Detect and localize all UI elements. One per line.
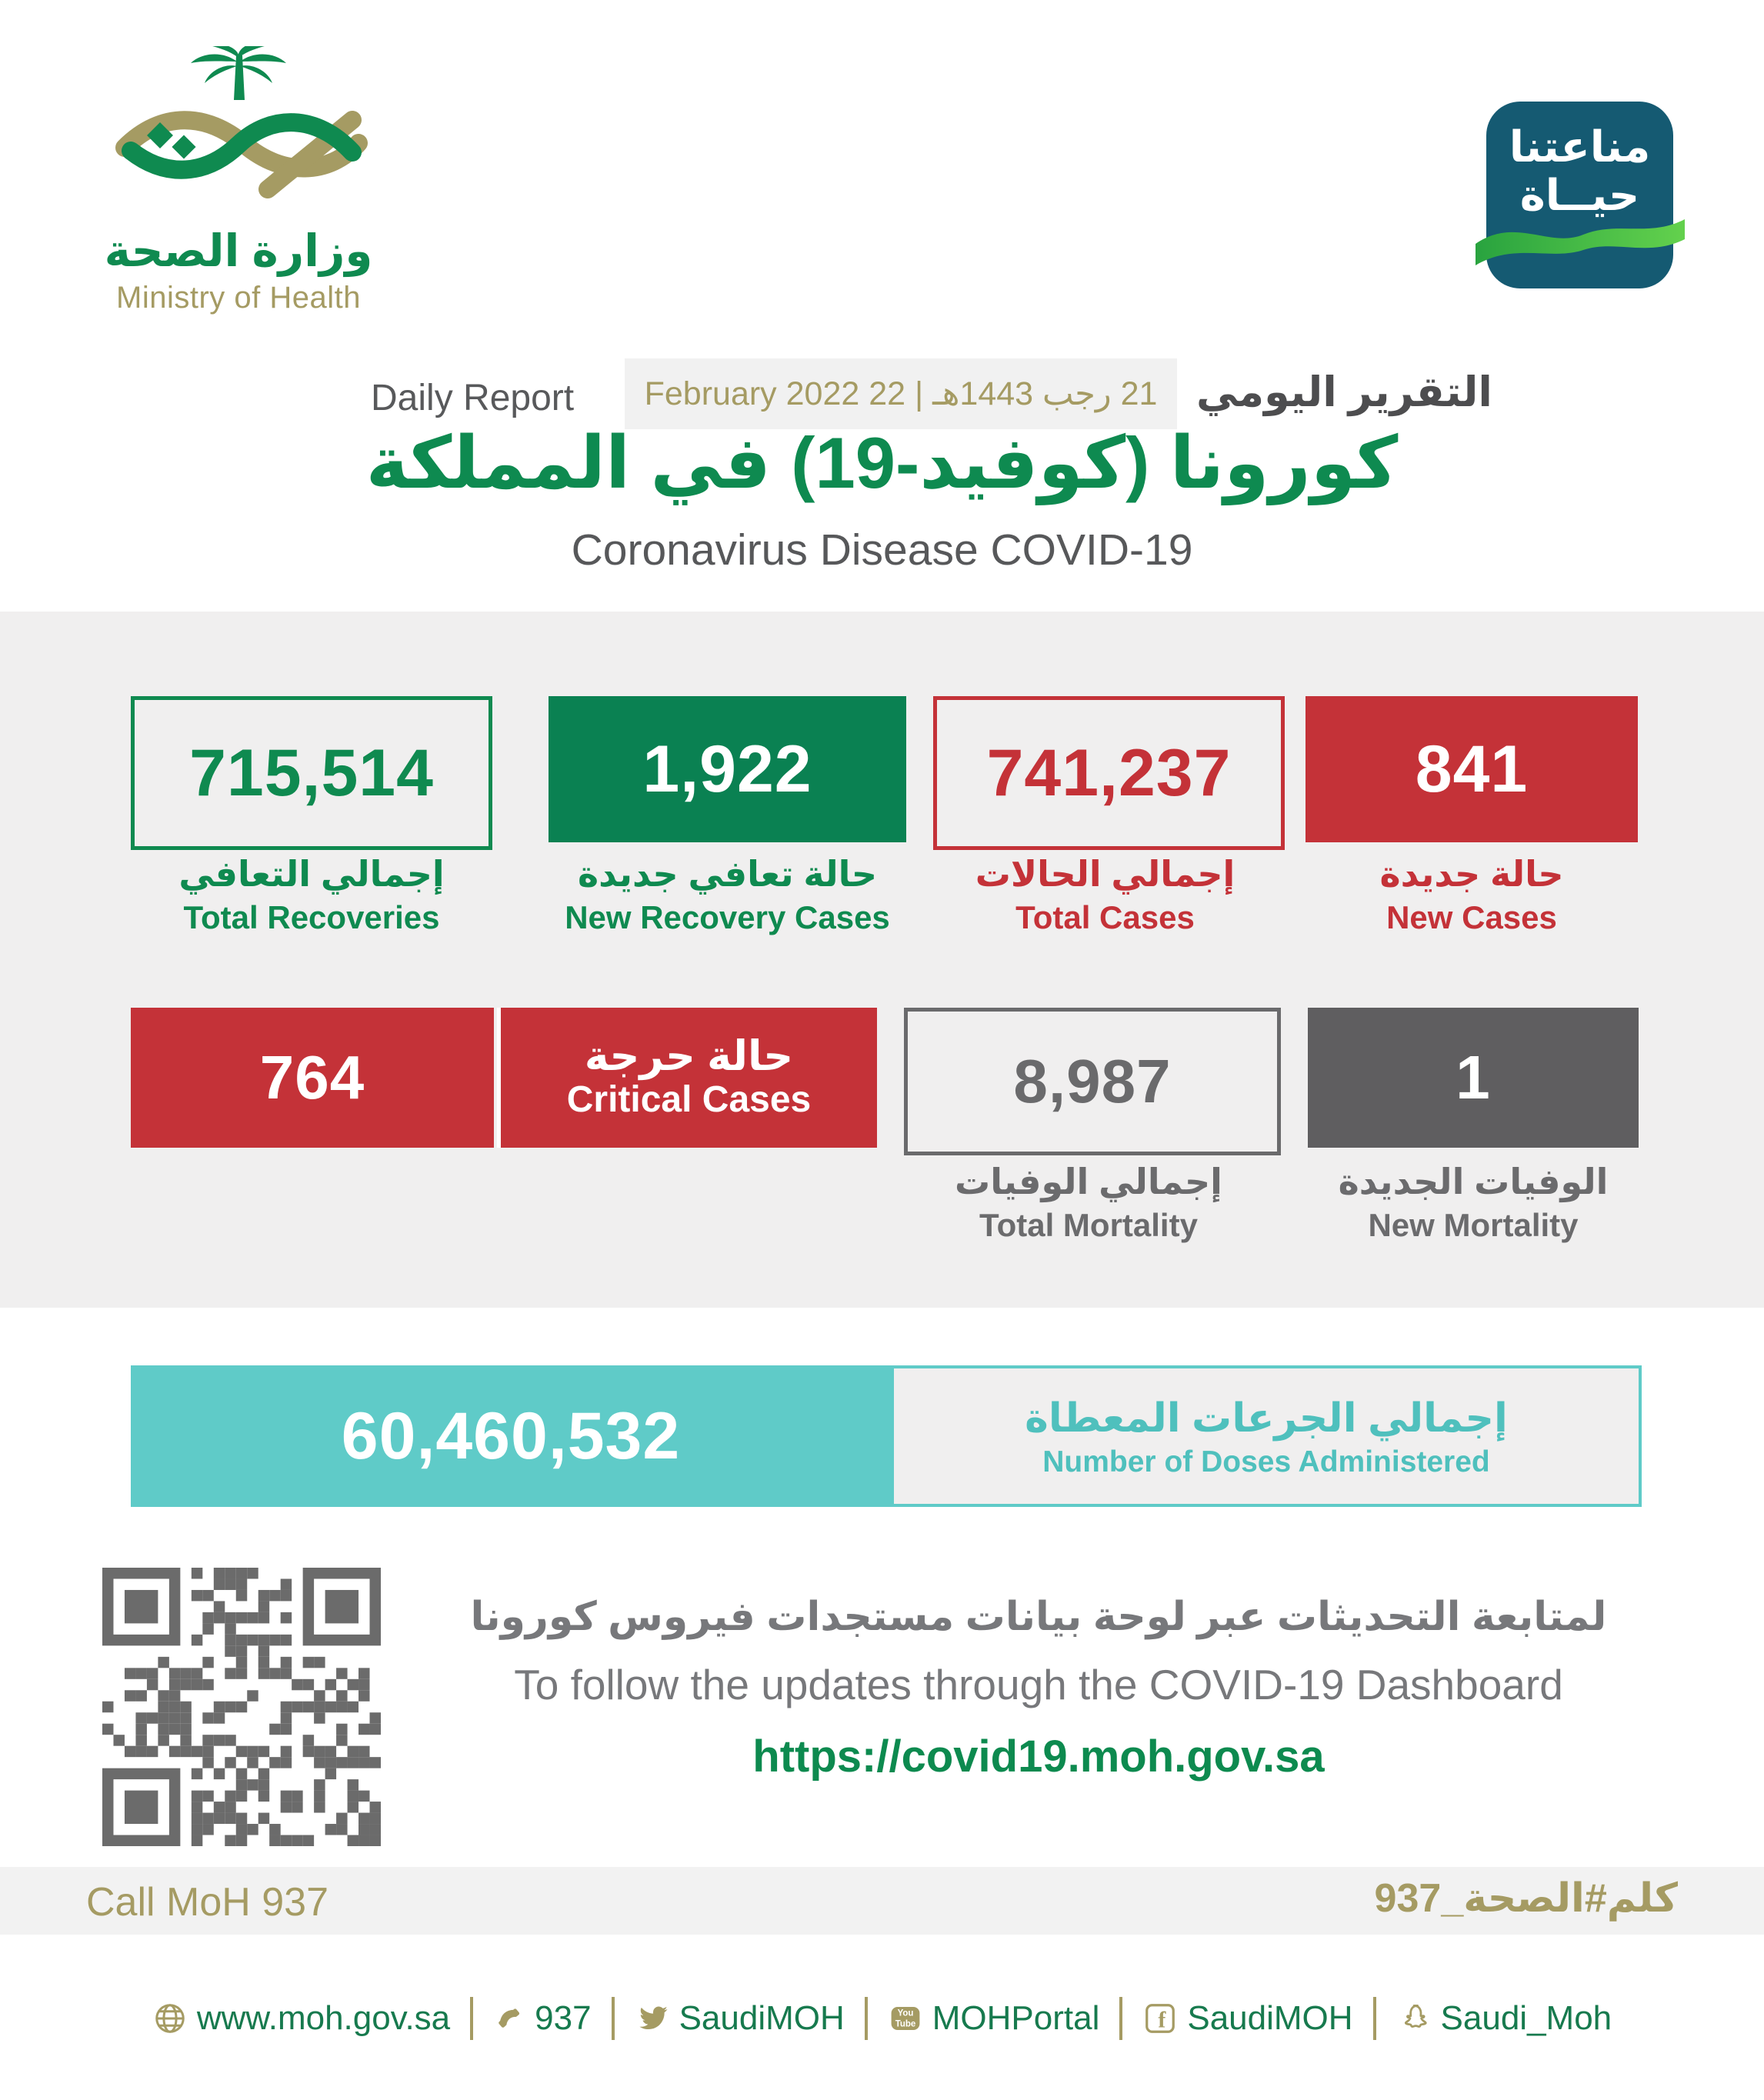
page-title-arabic: كورونا (كوفيد-19) في المملكة (365, 422, 1399, 503)
new-cases-labels (1305, 852, 1638, 938)
new-recoveries-label-ar: حالة تعافي جديدة (577, 854, 878, 894)
footer-facebook-label: SaudiMOH (1187, 1999, 1353, 2037)
facebook-icon (1142, 2001, 1178, 2036)
doses-value: 60,460,532 (341, 1398, 681, 1473)
new-cases-label-en: New Cases (1386, 898, 1557, 935)
new-recoveries-labels (533, 852, 922, 938)
footer-divider (612, 1997, 615, 2040)
new-cases-label-ar: حالة جديدة (1379, 854, 1564, 894)
new-cases-value: 841 (1415, 732, 1529, 806)
qr-code (102, 1568, 381, 1846)
total-mortality-label-ar: إجمالي الوفيات (955, 1162, 1222, 1202)
footer-item-phone[interactable] (493, 1999, 591, 2038)
critical-cases-value-box (131, 1008, 494, 1148)
footer-phone-label: 937 (535, 1999, 592, 2037)
total-cases-label-ar: إجمالي الحالات (975, 854, 1235, 894)
doses-label-en: Number of Doses Administered (1042, 1445, 1490, 1478)
moh-logo-icon (108, 46, 369, 223)
total-mortality-label-en: Total Mortality (979, 1206, 1198, 1243)
report-date-box (625, 358, 1177, 429)
dashboard-info (400, 1594, 1677, 1782)
total-recoveries-label-ar: إجمالي التعافي (178, 854, 445, 894)
youtube-icon (888, 2001, 923, 2036)
new-mortality-value: 1 (1456, 1043, 1491, 1112)
doses-value-box (131, 1365, 891, 1507)
dashboard-url-link[interactable]: https://covid19.moh.gov.sa (752, 1732, 1325, 1782)
new-mortality-label-en: New Mortality (1368, 1206, 1579, 1243)
footer-website-label: www.moh.gov.sa (196, 1999, 451, 2037)
twitter-icon (635, 2001, 670, 2036)
phone-icon (493, 2002, 525, 2035)
call-hashtag-label: كلم#الصحة_937 (1374, 1876, 1678, 1921)
total-cases-value: 741,237 (986, 735, 1232, 810)
footer-item-snapchat[interactable] (1396, 1999, 1612, 2038)
logo-arabic-text: وزارة الصحة (104, 226, 373, 276)
new-recoveries-value: 1,922 (642, 732, 812, 806)
daily-report-label-arabic: التقرير اليومي (1196, 369, 1492, 415)
svg-text:You: You (897, 2008, 914, 2018)
footer-divider (1373, 1997, 1376, 2040)
report-date: 21 رجب 1443هـ | 22 February 2022 (644, 375, 1158, 412)
doses-label-box (891, 1365, 1642, 1507)
page-title-english: Coronavirus Disease COVID-19 (571, 525, 1193, 575)
critical-cases-label-ar: حالة حرجة (584, 1033, 794, 1080)
footer-divider (1119, 1997, 1122, 2040)
new-mortality-labels (1308, 1160, 1639, 1246)
new-recoveries-label-en: New Recovery Cases (565, 898, 890, 935)
total-recoveries-box (131, 696, 492, 850)
badge-wave-icon (1476, 199, 1685, 268)
total-mortality-box (904, 1008, 1281, 1155)
total-cases-label-en: Total Cases (1015, 898, 1195, 935)
dashboard-line-en: To follow the updates through the COVID-19 Dashboard (514, 1661, 1563, 1708)
critical-cases-label-box (497, 1008, 877, 1148)
footer-twitter-label: SaudiMOH (679, 1999, 845, 2037)
svg-text:Tube: Tube (895, 2019, 916, 2029)
badge-line1: مناعتنا (1509, 122, 1651, 171)
footer-divider (865, 1997, 868, 2040)
immunity-badge (1486, 102, 1673, 288)
total-recoveries-label-en: Total Recoveries (183, 898, 440, 935)
footer-item-facebook[interactable] (1142, 1999, 1352, 2038)
critical-cases-value: 764 (259, 1043, 365, 1112)
footer-item-youtube[interactable] (888, 1999, 1100, 2038)
new-mortality-box (1308, 1008, 1639, 1148)
call-moh-label: Call MoH 937 (86, 1880, 329, 1925)
new-cases-box (1305, 696, 1638, 842)
footer-item-twitter[interactable] (635, 1999, 845, 2038)
qr-code-image (102, 1568, 381, 1846)
total-mortality-labels (904, 1160, 1273, 1246)
new-recoveries-box (549, 696, 906, 842)
snapchat-icon (1396, 2001, 1432, 2036)
footer-divider (470, 1997, 473, 2040)
footer-youtube-label: MOHPortal (932, 1999, 1100, 2037)
total-recoveries-labels (131, 852, 492, 938)
globe-icon (152, 2001, 188, 2036)
total-recoveries-value: 715,514 (189, 735, 434, 810)
critical-cases-label-en: Critical Cases (566, 1078, 812, 1120)
new-mortality-label-ar: الوفيات الجديدة (1338, 1162, 1609, 1202)
moh-logo (92, 46, 385, 315)
doses-label-ar: إجمالي الجرعات المعطاة (1025, 1396, 1508, 1442)
footer-snapchat-label: Saudi_Moh (1440, 1999, 1612, 2037)
badge-line2: حيــاة (1519, 170, 1640, 219)
daily-report-label: Daily Report (371, 378, 575, 418)
total-mortality-value: 8,987 (1013, 1047, 1172, 1115)
svg-text:f: f (1158, 2007, 1166, 2033)
logo-english-text: Ministry of Health (116, 280, 361, 315)
dashboard-line-ar: لمتابعة التحديثات عبر لوحة بيانات مستجدات فيروس كورونا (470, 1595, 1607, 1639)
total-cases-box (933, 696, 1285, 850)
footer-item-website[interactable] (152, 1999, 450, 2038)
total-cases-labels (933, 852, 1277, 938)
footer-social-bar (0, 1997, 1764, 2040)
